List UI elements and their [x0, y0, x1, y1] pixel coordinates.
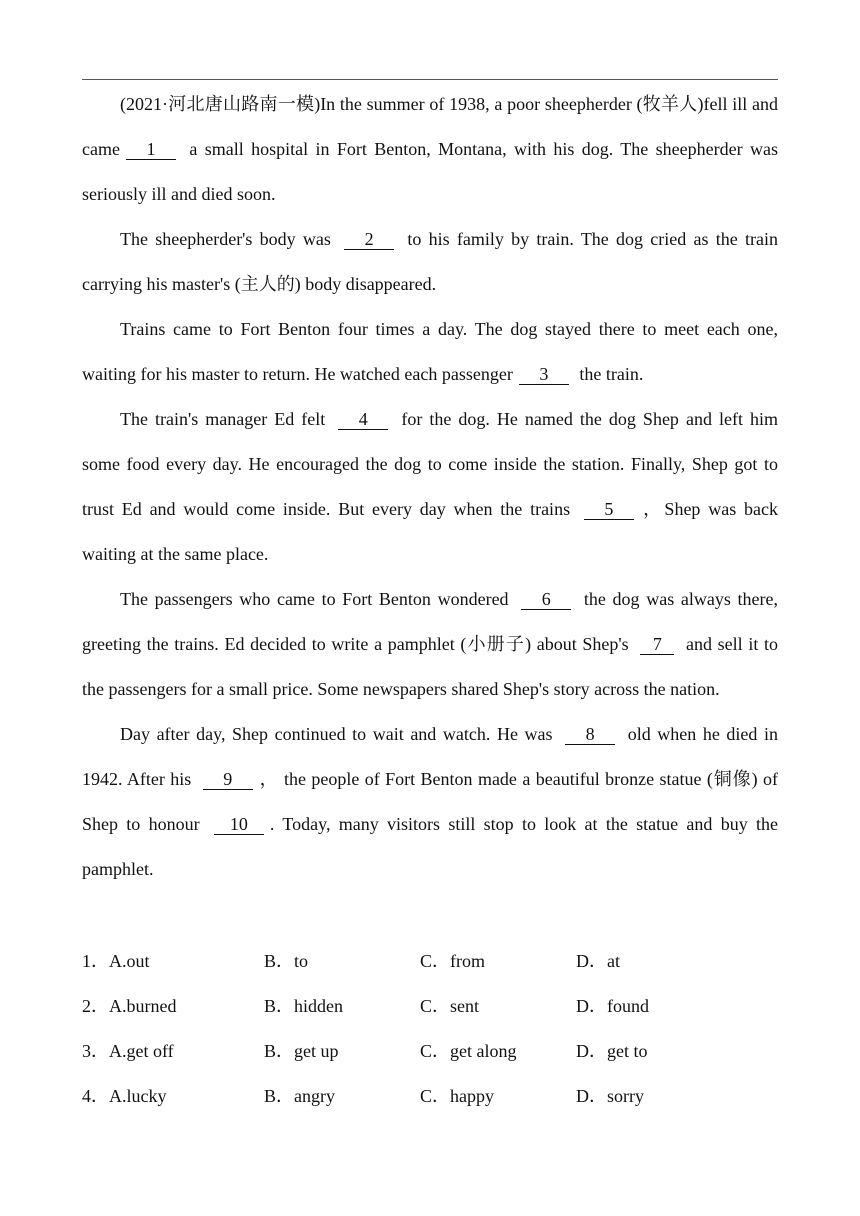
blank-8: 8: [565, 724, 615, 745]
paragraph-5: The passengers who came to Fort Benton wondered 6 the dog was always there, greeting the trains. Ed decided to write a pamphlet (小册子) about Shep's 7 and sell it to the passengers for a small price. Some newspapers shared Shep's story across the nation.: [82, 589, 778, 699]
option-1-a: 1．A.out: [82, 951, 150, 971]
paragraph-2: The sheepherder's body was 2 to his family by train. The dog cried as the train carrying his master's (主人的) body disappeared.: [82, 229, 778, 294]
cloze-passage: [82, 82, 778, 892]
option-1-b: B．to: [264, 951, 309, 971]
option-1-d: D．at: [576, 951, 620, 971]
answer-options: [82, 939, 778, 1119]
blank-7: 7: [640, 634, 674, 655]
paragraph-6: Day after day, Shep continued to wait and watch. He was 8 old when he died in 1942. After his 9 ， the people of Fort Benton made a beautiful bronze statue (铜像) of Shep to honour 10 . Today, many visitors still stop to look at the statue and buy the pamphlet.: [82, 724, 778, 879]
option-4-a: 4．A.lucky: [82, 1086, 167, 1106]
blank-1: 1: [126, 139, 176, 160]
option-row-3: [82, 1029, 778, 1074]
paragraph-4: The train's manager Ed felt 4 for the dog. He named the dog Shep and left him some food every day. He encouraged the dog to come inside the station. Finally, Shep got to trust Ed and would come inside. But every day when the trains 5 ，Shep was back waiting at the same place.: [82, 409, 778, 564]
option-2-d: D．found: [576, 996, 649, 1016]
blank-10: 10: [214, 814, 264, 835]
blank-4: 4: [338, 409, 388, 430]
blank-3: 3: [519, 364, 569, 385]
option-row-1: [82, 939, 778, 984]
option-2-a: 2．A.burned: [82, 996, 177, 1016]
option-3-b: B．get up: [264, 1041, 339, 1061]
top-rule: [82, 79, 778, 80]
option-2-c: C．sent: [420, 996, 480, 1016]
blank-5: 5: [584, 499, 634, 520]
option-1-c: C．from: [420, 951, 485, 971]
option-3-a: 3．A.get off: [82, 1041, 174, 1061]
option-4-b: B．angry: [264, 1086, 335, 1106]
option-row-4: [82, 1074, 778, 1119]
option-4-c: C．happy: [420, 1086, 494, 1106]
option-row-2: [82, 984, 778, 1029]
option-3-d: D．get to: [576, 1041, 648, 1061]
option-2-b: B．hidden: [264, 996, 343, 1016]
blank-9: 9: [203, 769, 253, 790]
option-3-c: C．get along: [420, 1041, 517, 1061]
paragraph-1: (2021·河北唐山路南一模)In the summer of 1938, a poor sheepherder (牧羊人)fell ill and came 1 a small hospital in Fort Benton, Montana, with his dog. The sheepherder was seriously ill and died soon.: [82, 94, 778, 204]
paragraph-3: Trains came to Fort Benton four times a day. The dog stayed there to meet each one, waiting for his master to return. He watched each passenger 3 the train.: [82, 319, 778, 384]
blank-2: 2: [344, 229, 394, 250]
option-4-d: D．sorry: [576, 1086, 644, 1106]
blank-6: 6: [521, 589, 571, 610]
